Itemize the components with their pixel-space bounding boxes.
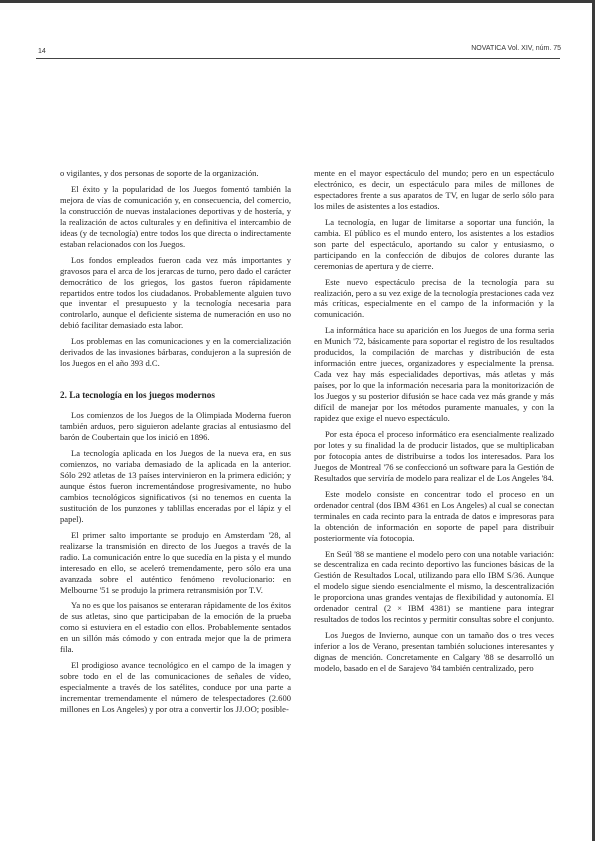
paragraph: Los problemas en las comunicaciones y en la comercialización derivados de las invasiones bárbaras, condujeron a la supresión de los Juegos en el año 393 d.C. — [60, 336, 291, 369]
right-column — [314, 168, 554, 674]
paragraph: El éxito y la popularidad de los Juegos fomentó también la mejora de vías de comunicación y, en consecuencia, del comercio, la construcción de nuevas instalaciones deportivas y de hostería, y la realización de actos culturales y en definitiva el intercambio de ideas (y de tecnología) entre todos los que directa o indirectamente estaban relacionados con los Juegos. — [60, 183, 291, 249]
paragraph: Los fondos empleados fueron cada vez más importantes y gravosos para el arca de los jerarcas de turno, pero dado el carácter democrático de los griegos, los gastos fueron rápidamente repartidos entre todos los ciudadanos. Probablemente alguien tuvo que inventar el presupuesto y la tecnología necesaria para controlarlo, aunque el deficiente sistema de numeración en uso no debió facilitar demasiado esta labor. — [60, 254, 291, 331]
paragraph: Este nuevo espectáculo precisa de la tecnología para su realización, pero a su vez exige de la tecnología prestaciones cada vez más críticas, especialmente en el campo de la información y la comunicación. — [314, 276, 554, 320]
paragraph: En Seúl '88 se mantiene el modelo pero con una notable variación: se descentraliza en cada recinto deportivo las funciones básicas de la Gestión de Resultados Local, utilizando para ello IBM S/36. Aunque el modelo sigue siendo esencialmente el mismo, la descentralización le proporciona unas grandes ventajas de flexibilidad y autonomía. El ordenador central (2 × IBM 4381) se mantiene para integrar resultados de todos los recintos y permitir consultas sobre el conjunto. — [314, 548, 554, 625]
paragraph: mente en el mayor espectáculo del mundo; pero en un espectáculo electrónico, es decir, un espectáculo para miles de millones de espectadores frente a sus aparatos de TV, en lugar de serlo sólo para los miles de asistentes a los estadios. — [314, 168, 554, 211]
scan-top-border — [0, 0, 595, 3]
paragraph: Los Juegos de Invierno, aunque con un tamaño dos o tres veces inferior a los de Verano, presentan también soluciones interesantes y dignas de mención. Concretamente en Calgary '88 se desarrolló un modelo, basado en el de Sarajevo '84 también centralizado, pero — [314, 630, 554, 674]
paragraph: o vigilantes, y dos personas de soporte de la organización. — [60, 168, 259, 178]
page-number: 14 — [38, 48, 46, 55]
paragraph: El prodigioso avance tecnológico en el campo de la imagen y sobre todo en el de las comunicaciones de señales de vídeo, especialmente a través de los satélites, conduce por una parte a incrementar tremendamente el número de telespectadores (2.600 millones en Los Angeles) y por otra a convertir los JJ.OO; posible- — [60, 660, 291, 715]
paragraph: La tecnología aplicada en los Juegos de la nueva era, en sus comienzos, no variaba demasiado de la aplicada en la anterior. Sólo 292 atletas de 13 países intervinieron en la primera edición; y aunque éstos fueron incrementándose progresivamente, no hubo cambios tecnológicos significativos (si no tenemos en cuenta la sustitución de los punzones y tablillas enceradas por el lápiz y el papel). — [60, 448, 291, 524]
left-column — [60, 168, 291, 715]
header-rule — [36, 58, 560, 59]
paragraph: La informática hace su aparición en los Juegos de una forma seria en Munich '72, básicamente para soportar el registro de los resultados producidos, la compilación de marchas y distribución de esta información entre jueces, organizadores y especialmente la prensa. Cada vez hay más especialidades deportivas, más atletas y más países, por lo que la información necesaria para la monitorización de los Juegos y su posterior difusión se hace cada vez más grande y más difícil de manejar por los métodos puramente manuales, y con la rapidez que exige el nuevo espectáculo. — [314, 325, 554, 424]
running-header: NOVATICA Vol. XIV, núm. 75 — [471, 45, 561, 52]
paragraph: Los comienzos de los Juegos de la Olimpiada Moderna fueron también arduos, pero siguieron adelante gracias al entusiasmo del barón de Coubertain que los inició en 1896. — [60, 410, 291, 443]
paragraph: Este modelo consiste en concentrar todo el proceso en un ordenador central (dos IBM 4361 en Los Angeles) al cual se conectan terminales en cada recinto para la entrada de datos e impresoras para la obtención de información en soporte de papel para distribuir posteriormente vía fotocopia. — [314, 488, 554, 543]
paragraph: Por esta época el proceso informático era esencialmente realizado por lotes y su finalidad la de producir listados, que se multiplicaban por fotocopia antes de distribuirse a todos los interesados. Para los Juegos de Montreal '76 se confeccionó un software para la Gestión de Resultados que serviría de modelo para realizar el de Los Angeles '84. — [314, 428, 554, 483]
paragraph: La tecnología, en lugar de limitarse a soportar una función, la cambia. El público es el mundo entero, los asistentes a los estadios son parte del espectáculo, aportando su calor y entusiasmo, o participando en la confección de dibujos de colores durante las ceremonias de apertura y de cierre. — [314, 216, 554, 271]
paragraph: Ya no es que los paisanos se enteraran rápidamente de los éxitos de sus atletas, sino que participaban de la emoción de la prueba como si estuviera en el estadio con ellos. Probablemente sentados en un sillón más cómodo y con entrada mejor que la de primera fila. — [60, 600, 291, 655]
section-heading: 2. La tecnología en los juegos modernos — [60, 390, 215, 401]
paragraph: El primer salto importante se produjo en Amsterdam '28, al realizarse la transmisión en directo de los Juegos a través de la radio. La comunicación entre lo que sucedía en la pista y el mundo interesado en ello, se aceleró tremendamente, pero sólo era una avanzada sobre el auténtico fenómeno revolucionario: en Melbourne '51 se produjo la primera retransmisión por T.V. — [60, 529, 291, 595]
